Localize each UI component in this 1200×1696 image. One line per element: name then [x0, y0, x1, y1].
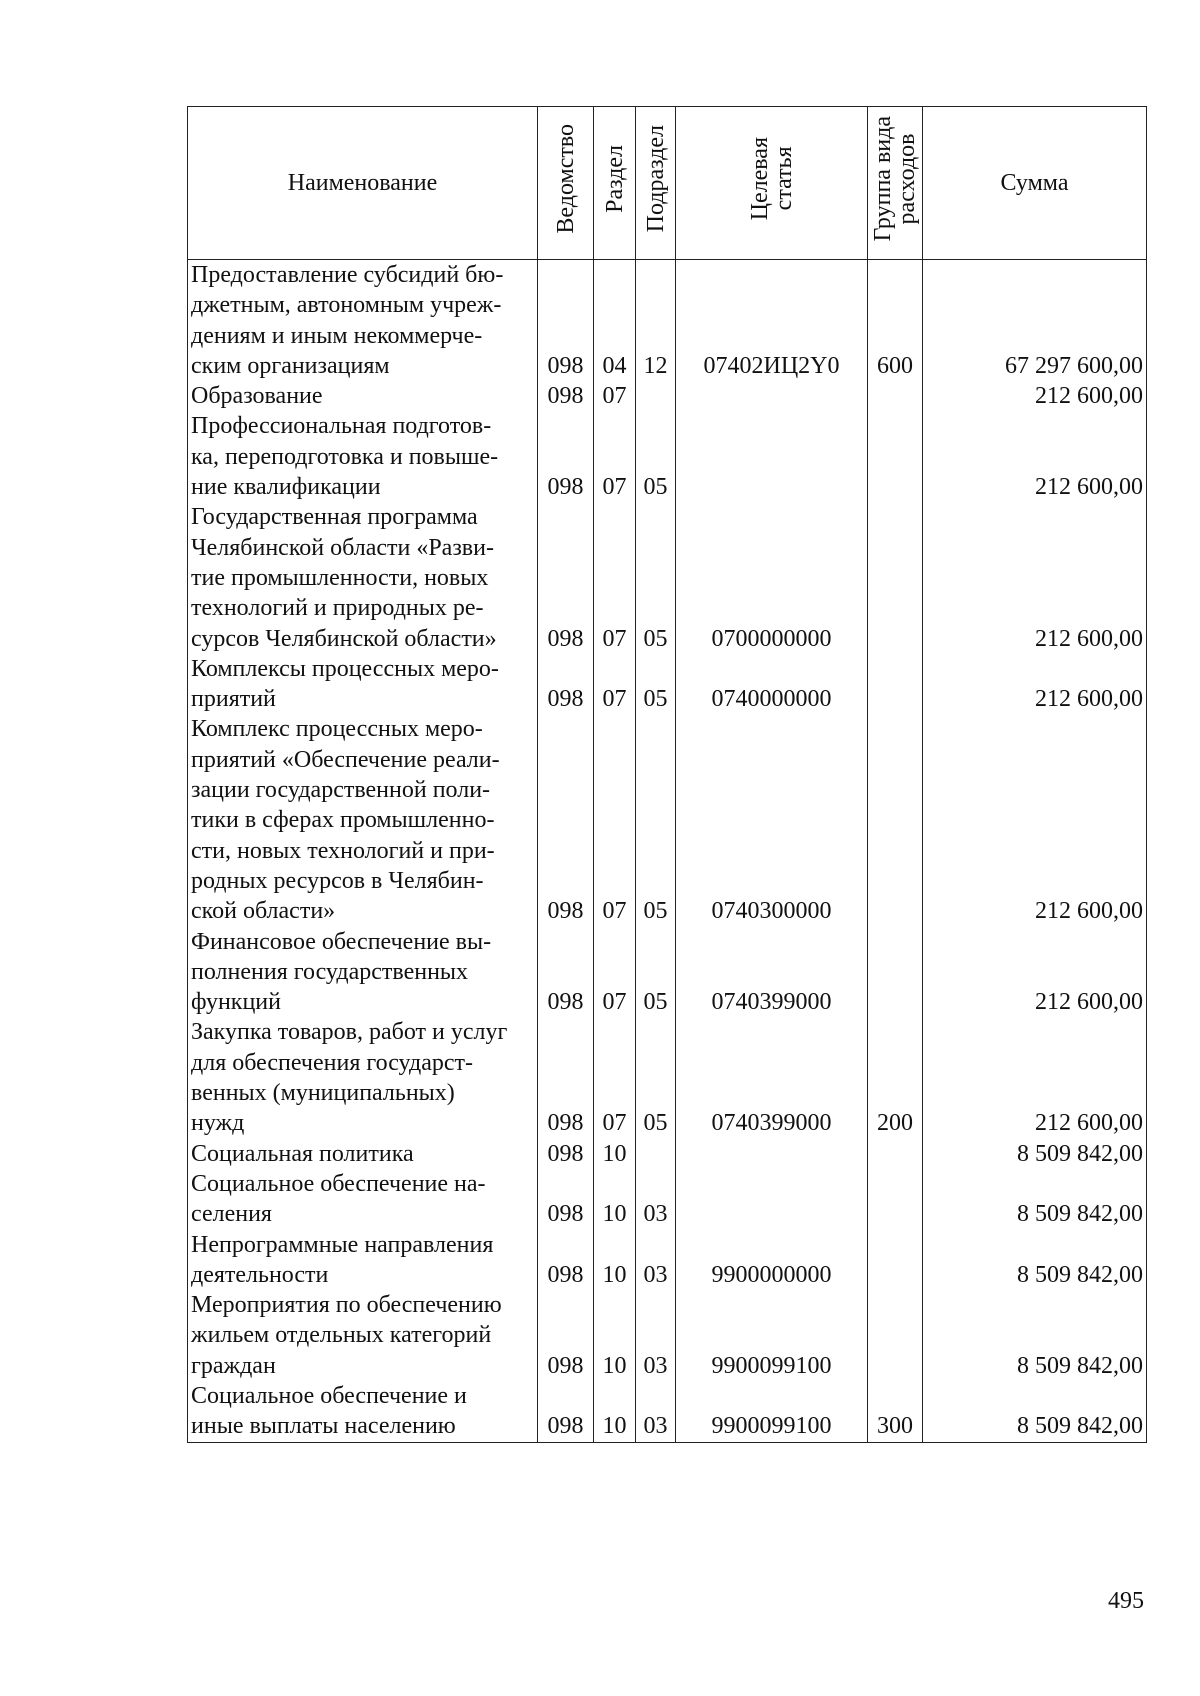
row-name: Комплексы процессных меро- приятий [188, 654, 538, 715]
row-subsection [636, 1139, 676, 1169]
table-row [188, 714, 1147, 926]
row-expense-group: 300 [868, 1381, 923, 1442]
header-subsection-label: Подраздел [642, 125, 669, 233]
row-subsection: 03 [636, 1230, 676, 1291]
row-section: 10 [594, 1139, 636, 1169]
row-section: 07 [594, 411, 636, 502]
row-subsection: 12 [636, 260, 676, 382]
row-target-item [676, 381, 868, 411]
row-name: Социальная политика [188, 1139, 538, 1169]
header-expense-group [868, 107, 923, 260]
row-department: 098 [538, 1290, 594, 1381]
row-amount: 212 600,00 [923, 714, 1147, 926]
row-expense-group [868, 714, 923, 926]
row-name: Комплекс процессных меро- приятий «Обеспечение реали- зации государственной поли- тики в сферах промышленно- сти, новых технологий и при- родных ресурсов в Челябин- ской области» [188, 714, 538, 926]
row-section: 10 [594, 1169, 636, 1230]
row-name: Государственная программа Челябинской области «Разви- тие промышленности, новых технологий и природных ре- сурсов Челябинской области» [188, 502, 538, 653]
row-amount: 8 509 842,00 [923, 1381, 1147, 1442]
row-expense-group [868, 654, 923, 715]
row-target-item: 9900099100 [676, 1290, 868, 1381]
row-section: 10 [594, 1230, 636, 1291]
row-expense-group: 600 [868, 260, 923, 382]
table-row [188, 1290, 1147, 1381]
row-subsection: 03 [636, 1381, 676, 1442]
row-expense-group [868, 1290, 923, 1381]
table-body [188, 260, 1147, 1443]
row-target-item: 0740000000 [676, 654, 868, 715]
row-expense-group [868, 927, 923, 1018]
row-department: 098 [538, 1017, 594, 1138]
header-section-label: Раздел [601, 144, 628, 213]
table-row [188, 411, 1147, 502]
row-amount: 8 509 842,00 [923, 1230, 1147, 1291]
row-subsection: 05 [636, 654, 676, 715]
table-row [188, 1169, 1147, 1230]
row-expense-group [868, 411, 923, 502]
row-name: Непрограммные направления деятельности [188, 1230, 538, 1291]
row-department: 098 [538, 654, 594, 715]
row-target-item: 07402ИЦ2Y0 [676, 260, 868, 382]
row-name: Закупка товаров, работ и услуг для обеспечения государст- венных (муниципальных) нужд [188, 1017, 538, 1138]
row-target-item: 0740300000 [676, 714, 868, 926]
row-amount: 8 509 842,00 [923, 1290, 1147, 1381]
header-name: Наименование [188, 107, 538, 260]
row-section: 07 [594, 502, 636, 653]
table-row [188, 927, 1147, 1018]
row-subsection [636, 381, 676, 411]
row-expense-group [868, 381, 923, 411]
header-section [594, 107, 636, 260]
row-name: Социальное обеспечение и иные выплаты населению [188, 1381, 538, 1442]
header-department [538, 107, 594, 260]
row-department: 098 [538, 502, 594, 653]
row-target-item: 0700000000 [676, 502, 868, 653]
row-subsection: 03 [636, 1290, 676, 1381]
header-target-item [676, 107, 868, 260]
row-department: 098 [538, 1230, 594, 1291]
row-department: 098 [538, 1169, 594, 1230]
row-expense-group [868, 1139, 923, 1169]
table-row [188, 1381, 1147, 1442]
row-department: 098 [538, 381, 594, 411]
header-subsection [636, 107, 676, 260]
row-subsection: 05 [636, 714, 676, 926]
row-target-item: 9900000000 [676, 1230, 868, 1291]
budget-table [187, 106, 1147, 1443]
row-name: Социальное обеспечение на- селения [188, 1169, 538, 1230]
row-amount: 8 509 842,00 [923, 1169, 1147, 1230]
row-subsection: 05 [636, 927, 676, 1018]
row-subsection: 05 [636, 502, 676, 653]
row-subsection: 05 [636, 411, 676, 502]
table-row [188, 381, 1147, 411]
row-amount: 8 509 842,00 [923, 1139, 1147, 1169]
table-row [188, 1139, 1147, 1169]
table-row [188, 1017, 1147, 1138]
row-department: 098 [538, 1139, 594, 1169]
row-section: 10 [594, 1290, 636, 1381]
table-header-row [188, 107, 1147, 260]
row-target-item [676, 1139, 868, 1169]
row-expense-group [868, 1230, 923, 1291]
row-section: 10 [594, 1381, 636, 1442]
row-expense-group [868, 502, 923, 653]
row-amount: 212 600,00 [923, 381, 1147, 411]
row-target-item: 0740399000 [676, 1017, 868, 1138]
table-row [188, 654, 1147, 715]
row-subsection: 05 [636, 1017, 676, 1138]
row-expense-group: 200 [868, 1017, 923, 1138]
header-amount: Сумма [923, 107, 1147, 260]
row-target-item [676, 1169, 868, 1230]
row-name: Мероприятия по обеспечению жильем отдельных категорий граждан [188, 1290, 538, 1381]
row-department: 098 [538, 714, 594, 926]
row-expense-group [868, 1169, 923, 1230]
header-expense-group-label: Группа вида расходов [870, 116, 920, 242]
row-subsection: 03 [636, 1169, 676, 1230]
row-amount: 212 600,00 [923, 1017, 1147, 1138]
row-section: 07 [594, 1017, 636, 1138]
table-row [188, 502, 1147, 653]
row-section: 07 [594, 381, 636, 411]
row-name: Финансовое обеспечение вы- полнения государственных функций [188, 927, 538, 1018]
row-department: 098 [538, 1381, 594, 1442]
row-section: 07 [594, 714, 636, 926]
row-amount: 212 600,00 [923, 927, 1147, 1018]
row-amount: 212 600,00 [923, 502, 1147, 653]
row-department: 098 [538, 927, 594, 1018]
row-target-item [676, 411, 868, 502]
row-amount: 212 600,00 [923, 411, 1147, 502]
header-department-label: Ведомство [552, 124, 579, 234]
row-name: Профессиональная подготов- ка, переподготовка и повыше- ние квалификации [188, 411, 538, 502]
row-department: 098 [538, 260, 594, 382]
row-target-item: 9900099100 [676, 1381, 868, 1442]
row-name: Образование [188, 381, 538, 411]
row-name: Предоставление субсидий бю- джетным, автономным учреж- дениям и иным некоммерче- ским организациям [188, 260, 538, 382]
row-department: 098 [538, 411, 594, 502]
header-target-item-label: Целевая статья [746, 137, 797, 221]
row-section: 07 [594, 654, 636, 715]
row-amount: 212 600,00 [923, 654, 1147, 715]
page-number: 495 [1108, 1588, 1144, 1614]
row-target-item: 0740399000 [676, 927, 868, 1018]
row-amount: 67 297 600,00 [923, 260, 1147, 382]
row-section: 04 [594, 260, 636, 382]
table-row [188, 1230, 1147, 1291]
row-section: 07 [594, 927, 636, 1018]
table-row [188, 260, 1147, 382]
